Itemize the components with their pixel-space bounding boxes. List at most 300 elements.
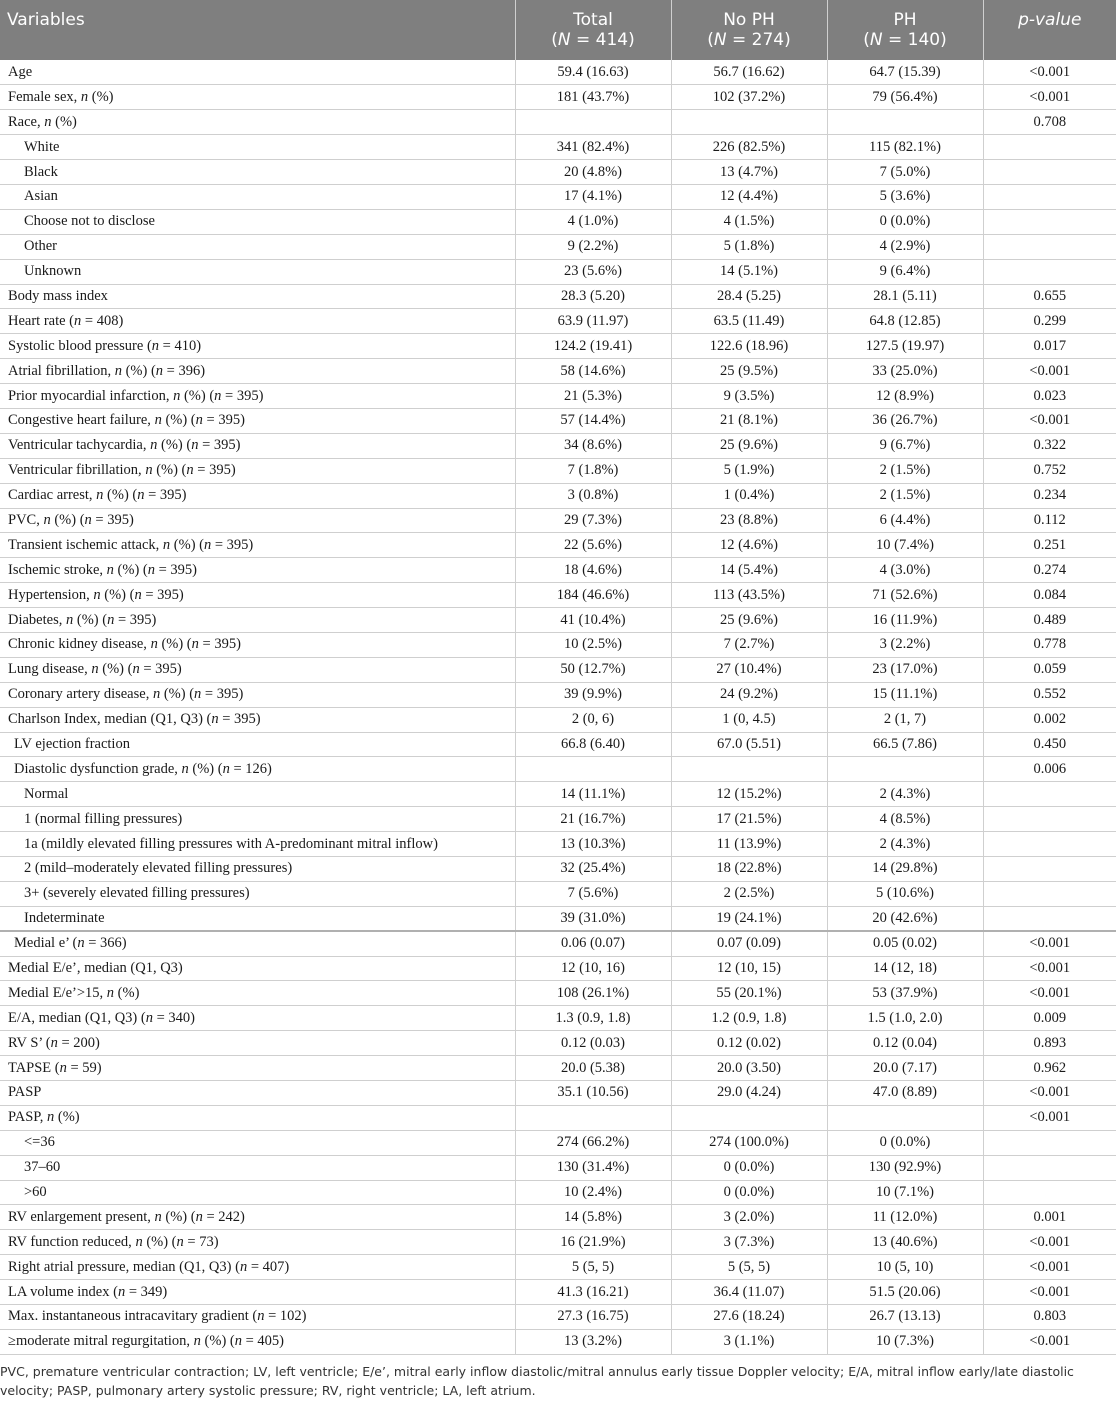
table-row [0,483,1116,508]
cell-total: 16 (21.9%) [515,1230,671,1255]
cell-p-value: 0.655 [983,284,1116,309]
cell-no-ph: 12 (10, 15) [671,956,827,981]
cell-p-value: 0.002 [983,707,1116,732]
row-label: Medial E/e’>15, n (%) [0,981,515,1006]
cell-p-value: <0.001 [983,1280,1116,1305]
table-row [0,85,1116,110]
cell-ph [827,1105,983,1130]
cell-no-ph: 12 (15.2%) [671,782,827,807]
table-row [0,160,1116,185]
table-row [0,1255,1116,1280]
cell-no-ph: 7 (2.7%) [671,632,827,657]
table-row [0,657,1116,682]
cell-ph [827,757,983,782]
row-label: Right atrial pressure, median (Q1, Q3) (n = 407) [0,1255,515,1280]
table-row [0,757,1116,782]
cell-total: 66.8 (6.40) [515,732,671,757]
header-total [515,0,671,60]
cell-total: 10 (2.4%) [515,1180,671,1205]
cell-ph: 4 (8.5%) [827,807,983,832]
cell-total: 20.0 (5.38) [515,1056,671,1081]
cell-p-value: 0.017 [983,334,1116,359]
table-row [0,832,1116,857]
row-label: TAPSE (n = 59) [0,1056,515,1081]
cell-total: 18 (4.6%) [515,558,671,583]
row-label: Race, n (%) [0,110,515,135]
cell-ph: 9 (6.4%) [827,259,983,284]
table-row [0,1329,1116,1354]
cell-p-value: 0.251 [983,533,1116,558]
row-label: PASP, n (%) [0,1105,515,1130]
cell-total: 4 (1.0%) [515,209,671,234]
cell-no-ph: 67.0 (5.51) [671,732,827,757]
cell-total: 1.3 (0.9, 1.8) [515,1006,671,1031]
row-label: Black [0,160,515,185]
cell-no-ph: 3 (1.1%) [671,1329,827,1354]
cell-p-value [983,184,1116,209]
cell-no-ph: 14 (5.4%) [671,558,827,583]
table-row [0,1305,1116,1330]
table-row [0,782,1116,807]
cell-p-value: 0.450 [983,732,1116,757]
cell-ph: 9 (6.7%) [827,433,983,458]
cell-no-ph: 29.0 (4.24) [671,1081,827,1106]
table-row [0,309,1116,334]
row-label: Diabetes, n (%) (n = 395) [0,608,515,633]
table-row [0,682,1116,707]
row-label: Other [0,234,515,259]
row-label: Chronic kidney disease, n (%) (n = 395) [0,632,515,657]
row-label: Congestive heart failure, n (%) (n = 395) [0,408,515,433]
cell-ph: 71 (52.6%) [827,583,983,608]
row-label: Diastolic dysfunction grade, n (%) (n = 126) [0,757,515,782]
cell-no-ph: 56.7 (16.62) [671,60,827,85]
cell-no-ph: 0.07 (0.09) [671,931,827,956]
cell-p-value: <0.001 [983,1081,1116,1106]
table-row [0,359,1116,384]
cell-no-ph: 17 (21.5%) [671,807,827,832]
header-ph-label: PH [893,10,917,30]
row-label: LA volume index (n = 349) [0,1280,515,1305]
cell-no-ph: 25 (9.6%) [671,433,827,458]
cell-total: 2 (0, 6) [515,707,671,732]
cell-p-value: <0.001 [983,85,1116,110]
cell-ph: 15 (11.1%) [827,682,983,707]
row-label: Asian [0,184,515,209]
row-label: >60 [0,1180,515,1205]
cell-p-value: 0.023 [983,384,1116,409]
row-label: Systolic blood pressure (n = 410) [0,334,515,359]
table-row [0,1230,1116,1255]
header-ph [827,0,983,60]
cell-no-ph: 20.0 (3.50) [671,1056,827,1081]
cell-p-value [983,906,1116,931]
table-row [0,632,1116,657]
row-label: RV function reduced, n (%) (n = 73) [0,1230,515,1255]
cell-p-value [983,782,1116,807]
cell-p-value [983,857,1116,882]
cell-no-ph: 36.4 (11.07) [671,1280,827,1305]
cell-p-value: 0.778 [983,632,1116,657]
row-label: Body mass index [0,284,515,309]
cell-no-ph: 1.2 (0.9, 1.8) [671,1006,827,1031]
cell-total: 21 (5.3%) [515,384,671,409]
table-row [0,1180,1116,1205]
cell-total: 274 (66.2%) [515,1130,671,1155]
cell-no-ph: 12 (4.4%) [671,184,827,209]
cell-ph: 127.5 (19.97) [827,334,983,359]
row-label: Lung disease, n (%) (n = 395) [0,657,515,682]
cell-total: 7 (1.8%) [515,458,671,483]
cell-total [515,110,671,135]
cell-ph: 16 (11.9%) [827,608,983,633]
table-row [0,608,1116,633]
cell-no-ph: 27.6 (18.24) [671,1305,827,1330]
cell-p-value: 0.803 [983,1305,1116,1330]
cell-p-value: <0.001 [983,1230,1116,1255]
cell-total: 34 (8.6%) [515,433,671,458]
cell-total [515,757,671,782]
table-row [0,732,1116,757]
cell-total: 108 (26.1%) [515,981,671,1006]
cell-total: 5 (5, 5) [515,1255,671,1280]
row-label: Heart rate (n = 408) [0,309,515,334]
table-row [0,1105,1116,1130]
cell-no-ph: 25 (9.5%) [671,359,827,384]
cell-total: 41.3 (16.21) [515,1280,671,1305]
row-label: RV S’ (n = 200) [0,1031,515,1056]
cell-p-value: 0.006 [983,757,1116,782]
cell-p-value: 0.552 [983,682,1116,707]
cell-no-ph: 19 (24.1%) [671,906,827,931]
cell-no-ph: 21 (8.1%) [671,408,827,433]
cell-p-value: 0.893 [983,1031,1116,1056]
cell-no-ph: 9 (3.5%) [671,384,827,409]
header-no-ph [671,0,827,60]
table-row [0,259,1116,284]
cell-p-value: 0.059 [983,657,1116,682]
cell-ph: 36 (26.7%) [827,408,983,433]
cell-p-value: 0.234 [983,483,1116,508]
cell-total: 59.4 (16.63) [515,60,671,85]
cell-ph: 11 (12.0%) [827,1205,983,1230]
cell-no-ph: 18 (22.8%) [671,857,827,882]
header-variables [0,0,515,60]
table-row [0,508,1116,533]
cell-no-ph: 55 (20.1%) [671,981,827,1006]
cell-ph: 1.5 (1.0, 2.0) [827,1006,983,1031]
cell-no-ph: 4 (1.5%) [671,209,827,234]
cell-no-ph: 63.5 (11.49) [671,309,827,334]
cell-ph: 66.5 (7.86) [827,732,983,757]
cell-total: 0.06 (0.07) [515,931,671,956]
table-row [0,583,1116,608]
table-row [0,234,1116,259]
cell-no-ph: 102 (37.2%) [671,85,827,110]
table-row [0,707,1116,732]
cell-p-value [983,1130,1116,1155]
table-row [0,807,1116,832]
cell-no-ph: 5 (5, 5) [671,1255,827,1280]
cell-ph: 0.05 (0.02) [827,931,983,956]
table-row [0,906,1116,931]
cell-p-value [983,234,1116,259]
cell-ph: 23 (17.0%) [827,657,983,682]
cell-total: 32 (25.4%) [515,857,671,882]
table-row [0,209,1116,234]
table-row [0,1205,1116,1230]
cell-ph: 12 (8.9%) [827,384,983,409]
cell-total: 0.12 (0.03) [515,1031,671,1056]
row-label: Transient ischemic attack, n (%) (n = 395) [0,533,515,558]
row-label: Prior myocardial infarction, n (%) (n = 395) [0,384,515,409]
cell-no-ph: 13 (4.7%) [671,160,827,185]
cell-ph: 13 (40.6%) [827,1230,983,1255]
cell-p-value: 0.489 [983,608,1116,633]
row-label: Medial E/e’, median (Q1, Q3) [0,956,515,981]
table-row [0,857,1116,882]
cell-total [515,1105,671,1130]
cell-ph: 10 (7.1%) [827,1180,983,1205]
header-no-ph-n: (N = 274) [707,30,791,50]
cell-p-value: 0.708 [983,110,1116,135]
table-row [0,881,1116,906]
table-row [0,1130,1116,1155]
cell-ph: 115 (82.1%) [827,135,983,160]
cell-no-ph: 122.6 (18.96) [671,334,827,359]
cell-total: 23 (5.6%) [515,259,671,284]
cell-total: 41 (10.4%) [515,608,671,633]
cell-p-value: <0.001 [983,931,1116,956]
row-label: LV ejection fraction [0,732,515,757]
cell-total: 341 (82.4%) [515,135,671,160]
cell-p-value: 0.009 [983,1006,1116,1031]
row-label: Choose not to disclose [0,209,515,234]
row-label: Unknown [0,259,515,284]
cell-ph: 3 (2.2%) [827,632,983,657]
cell-ph: 5 (3.6%) [827,184,983,209]
cell-total: 10 (2.5%) [515,632,671,657]
cell-total: 27.3 (16.75) [515,1305,671,1330]
table-row [0,334,1116,359]
cell-ph: 2 (1, 7) [827,707,983,732]
cell-total: 9 (2.2%) [515,234,671,259]
cell-ph: 0 (0.0%) [827,1130,983,1155]
cell-ph: 2 (4.3%) [827,832,983,857]
cell-ph: 2 (1.5%) [827,483,983,508]
cell-no-ph [671,110,827,135]
cell-ph: 51.5 (20.06) [827,1280,983,1305]
cell-total: 28.3 (5.20) [515,284,671,309]
cell-total: 35.1 (10.56) [515,1081,671,1106]
cell-no-ph: 23 (8.8%) [671,508,827,533]
row-label: Female sex, n (%) [0,85,515,110]
cell-ph: 2 (4.3%) [827,782,983,807]
cell-total: 50 (12.7%) [515,657,671,682]
cell-p-value: <0.001 [983,1255,1116,1280]
cell-no-ph: 3 (2.0%) [671,1205,827,1230]
row-label: <=36 [0,1130,515,1155]
table-row [0,931,1116,956]
cell-total: 124.2 (19.41) [515,334,671,359]
cell-ph: 64.7 (15.39) [827,60,983,85]
row-label: Atrial fibrillation, n (%) (n = 396) [0,359,515,384]
row-label: Cardiac arrest, n (%) (n = 395) [0,483,515,508]
cell-p-value: <0.001 [983,60,1116,85]
cell-ph: 4 (3.0%) [827,558,983,583]
cell-ph: 2 (1.5%) [827,458,983,483]
row-label: Ventricular tachycardia, n (%) (n = 395) [0,433,515,458]
cell-no-ph: 1 (0.4%) [671,483,827,508]
cell-ph: 10 (7.4%) [827,533,983,558]
cell-ph: 28.1 (5.11) [827,284,983,309]
cell-no-ph: 12 (4.6%) [671,533,827,558]
cell-p-value: 0.001 [983,1205,1116,1230]
row-label: 1 (normal filling pressures) [0,807,515,832]
cell-p-value [983,881,1116,906]
cell-ph: 14 (12, 18) [827,956,983,981]
table-footnote: PVC, premature ventricular contraction; LV, left ventricle; E/e’, mitral early inflow diastolic/mitral annulus early tissue Doppler velocity; E/A, mitral inflow early/late diastolic velocity; PASP, pulmonary artery systolic pressure; RV, right ventricle; LA, left atrium. [0,1364,1074,1398]
table-row [0,1056,1116,1081]
table-row [0,60,1116,85]
row-label: Medial e’ (n = 366) [0,931,515,956]
cell-total: 14 (5.8%) [515,1205,671,1230]
row-label: Ventricular fibrillation, n (%) (n = 395) [0,458,515,483]
cell-ph: 130 (92.9%) [827,1155,983,1180]
cell-no-ph: 2 (2.5%) [671,881,827,906]
cell-total: 130 (31.4%) [515,1155,671,1180]
cell-p-value: <0.001 [983,956,1116,981]
row-label: Max. instantaneous intracavitary gradient (n = 102) [0,1305,515,1330]
cell-ph: 79 (56.4%) [827,85,983,110]
cell-ph: 10 (7.3%) [827,1329,983,1354]
cell-p-value: 0.112 [983,508,1116,533]
cell-ph: 64.8 (12.85) [827,309,983,334]
cell-no-ph: 28.4 (5.25) [671,284,827,309]
cell-ph: 53 (37.9%) [827,981,983,1006]
table-header [0,0,1116,60]
cell-p-value [983,832,1116,857]
table-row [0,433,1116,458]
cell-p-value: <0.001 [983,1105,1116,1130]
table-row [0,1081,1116,1106]
header-ph-n: (N = 140) [863,30,947,50]
row-label: Normal [0,782,515,807]
cell-total: 17 (4.1%) [515,184,671,209]
cell-no-ph: 11 (13.9%) [671,832,827,857]
cell-no-ph: 14 (5.1%) [671,259,827,284]
header-p-value-label: p-value [1018,10,1082,30]
cell-ph: 0.12 (0.04) [827,1031,983,1056]
row-label: E/A, median (Q1, Q3) (n = 340) [0,1006,515,1031]
cell-no-ph: 25 (9.6%) [671,608,827,633]
header-total-n: (N = 414) [551,30,635,50]
cell-p-value [983,209,1116,234]
cell-p-value: <0.001 [983,359,1116,384]
cell-no-ph: 0.12 (0.02) [671,1031,827,1056]
table-row [0,956,1116,981]
table-row [0,110,1116,135]
table-body [0,60,1116,1354]
cell-p-value: 0.084 [983,583,1116,608]
header-no-ph-label: No PH [723,10,775,30]
cell-ph: 10 (5, 10) [827,1255,983,1280]
cell-total: 184 (46.6%) [515,583,671,608]
cell-total: 13 (3.2%) [515,1329,671,1354]
row-label: 3+ (severely elevated filling pressures) [0,881,515,906]
cell-no-ph [671,757,827,782]
cell-p-value [983,160,1116,185]
cell-p-value [983,1155,1116,1180]
cell-total: 58 (14.6%) [515,359,671,384]
row-label: White [0,135,515,160]
cell-no-ph: 0 (0.0%) [671,1155,827,1180]
row-label: 37–60 [0,1155,515,1180]
table-row [0,1031,1116,1056]
cell-no-ph: 5 (1.8%) [671,234,827,259]
row-label: PASP [0,1081,515,1106]
cell-no-ph: 5 (1.9%) [671,458,827,483]
cell-p-value [983,1180,1116,1205]
table-row [0,1155,1116,1180]
cell-total: 21 (16.7%) [515,807,671,832]
row-label: Ischemic stroke, n (%) (n = 395) [0,558,515,583]
cell-total: 39 (9.9%) [515,682,671,707]
row-label: Hypertension, n (%) (n = 395) [0,583,515,608]
cell-ph: 26.7 (13.13) [827,1305,983,1330]
row-label: Charlson Index, median (Q1, Q3) (n = 395) [0,707,515,732]
row-label: 1a (mildly elevated filling pressures with A-predominant mitral inflow) [0,832,515,857]
header-variables-label: Variables [7,10,85,30]
cell-ph: 20 (42.6%) [827,906,983,931]
cell-p-value: 0.274 [983,558,1116,583]
table-row [0,981,1116,1006]
header-p-value [983,0,1116,60]
cell-total: 7 (5.6%) [515,881,671,906]
cell-total: 39 (31.0%) [515,906,671,931]
cell-ph: 14 (29.8%) [827,857,983,882]
cell-p-value [983,135,1116,160]
row-label: RV enlargement present, n (%) (n = 242) [0,1205,515,1230]
cell-total: 12 (10, 16) [515,956,671,981]
table-row [0,135,1116,160]
row-label: Age [0,60,515,85]
cell-ph: 6 (4.4%) [827,508,983,533]
table-row [0,533,1116,558]
table-row [0,1280,1116,1305]
cell-total: 13 (10.3%) [515,832,671,857]
table-row [0,408,1116,433]
cell-no-ph: 226 (82.5%) [671,135,827,160]
header-total-label: Total [573,10,613,30]
cell-ph [827,110,983,135]
cell-no-ph: 113 (43.5%) [671,583,827,608]
cell-total: 14 (11.1%) [515,782,671,807]
cell-ph: 5 (10.6%) [827,881,983,906]
cell-total: 20 (4.8%) [515,160,671,185]
cell-total: 181 (43.7%) [515,85,671,110]
row-label: ≥moderate mitral regurgitation, n (%) (n = 405) [0,1329,515,1354]
cell-p-value: <0.001 [983,981,1116,1006]
header-row [0,0,1116,60]
cell-total: 57 (14.4%) [515,408,671,433]
table-row [0,284,1116,309]
cell-p-value: 0.322 [983,433,1116,458]
row-label: 2 (mild–moderately elevated filling pressures) [0,857,515,882]
cell-p-value [983,259,1116,284]
cell-p-value: <0.001 [983,1329,1116,1354]
cell-no-ph: 24 (9.2%) [671,682,827,707]
